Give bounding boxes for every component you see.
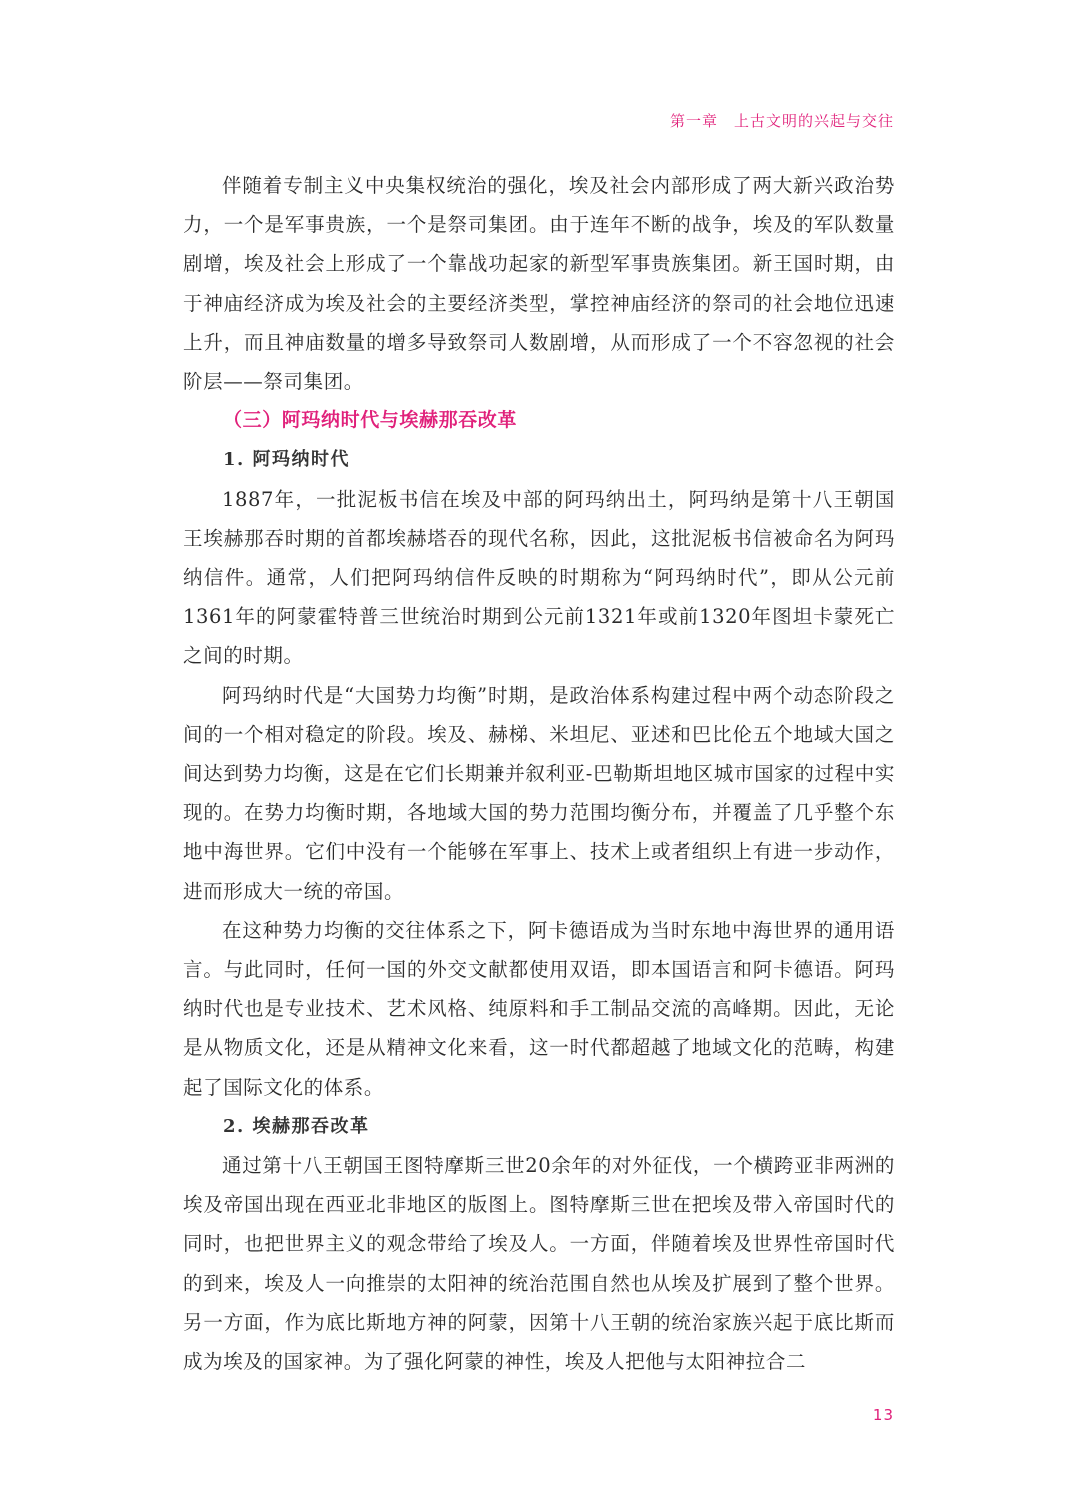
paragraph-political-forces: 伴随着专制主义中央集权统治的强化，埃及社会内部形成了两大新兴政治势力，一个是军事贵族，一个是祭司集团。由于连年不断的战争，埃及的军队数量剧增，埃及社会上形成了一个靠战功起家的新型军事贵族集团。新王国时期，由于神庙经济成为埃及社会的主要经济类型，掌控神庙经济的祭司的社会地位迅速上升，而且神庙数量的增多导致祭司人数剧增，从而形成了一个不容忽视的社会阶层——祭司集团。 (183, 174, 895, 394)
body-text (183, 166, 895, 1381)
chapter-number: 第一章 (669, 112, 718, 130)
chapter-title: 上古文明的兴起与交往 (733, 112, 894, 130)
paragraph-akkadian-language: 在这种势力均衡的交往体系之下，阿卡德语成为当时东地中海世界的通用语言。与此同时，任何一国的外交文献都使用双语，即本国语言和阿卡德语。阿玛纳时代也是专业技术、艺术风格、纯原料和手工制品交流的高峰期。因此，无论是从物质文化，还是从精神文化来看，这一时代都超越了地域文化的范畴，构建起了国际文化的体系。 (183, 918, 895, 1099)
paragraph-balance-of-power: 阿玛纳时代是“大国势力均衡”时期，是政治体系构建过程中两个动态阶段之间的一个相对稳定的阶段。埃及、赫梯、米坦尼、亚述和巴比伦五个地域大国之间达到势力均衡，这是在它们长期兼并叙利亚-巴勒斯坦地区城市国家的过程中实现的。在势力均衡时期，各地域大国的势力范围均衡分布，并覆盖了几乎整个东地中海世界。它们中没有一个能够在军事上、技术上或者组织上有进一步动作，进而形成大一统的帝国。 (183, 683, 895, 903)
paragraph-amarna-letters: 1887年，一批泥板书信在埃及中部的阿玛纳出土，阿玛纳是第十八王朝国王埃赫那吞时期的首都埃赫塔吞的现代名称，因此，这批泥板书信被命名为阿玛纳信件。通常，人们把阿玛纳信件反映的时期称为“阿玛纳时代”，即从公元前1361年的阿蒙霍特普三世统治时期到公元前1321年或前1320年图坦卡蒙死亡之间的时期。 (183, 487, 895, 668)
page-number: 13 (872, 1406, 894, 1424)
section-heading: （三）阿玛纳时代与埃赫那吞改革 (223, 409, 518, 432)
subheading-amarna-age: 1. 阿玛纳时代 (223, 449, 351, 471)
paragraph-egyptian-empire: 通过第十八王朝国王图特摩斯三世20余年的对外征伐，一个横跨亚非两洲的埃及帝国出现在西亚北非地区的版图上。图特摩斯三世在把埃及带入帝国时代的同时，也把世界主义的观念带给了埃及人。一方面，伴随着埃及世界性帝国时代的到来，埃及人一向推崇的太阳神的统治范围自然也从埃及扩展到了整个世界。另一方面，作为底比斯地方神的阿蒙，因第十八王朝的统治家族兴起于底比斯而成为埃及的国家神。为了强化阿蒙的神性，埃及人把他与太阳神拉合二 (183, 1154, 895, 1374)
subheading-akhenaten-reform: 2. 埃赫那吞改革 (223, 1115, 370, 1137)
running-head (670, 110, 894, 131)
